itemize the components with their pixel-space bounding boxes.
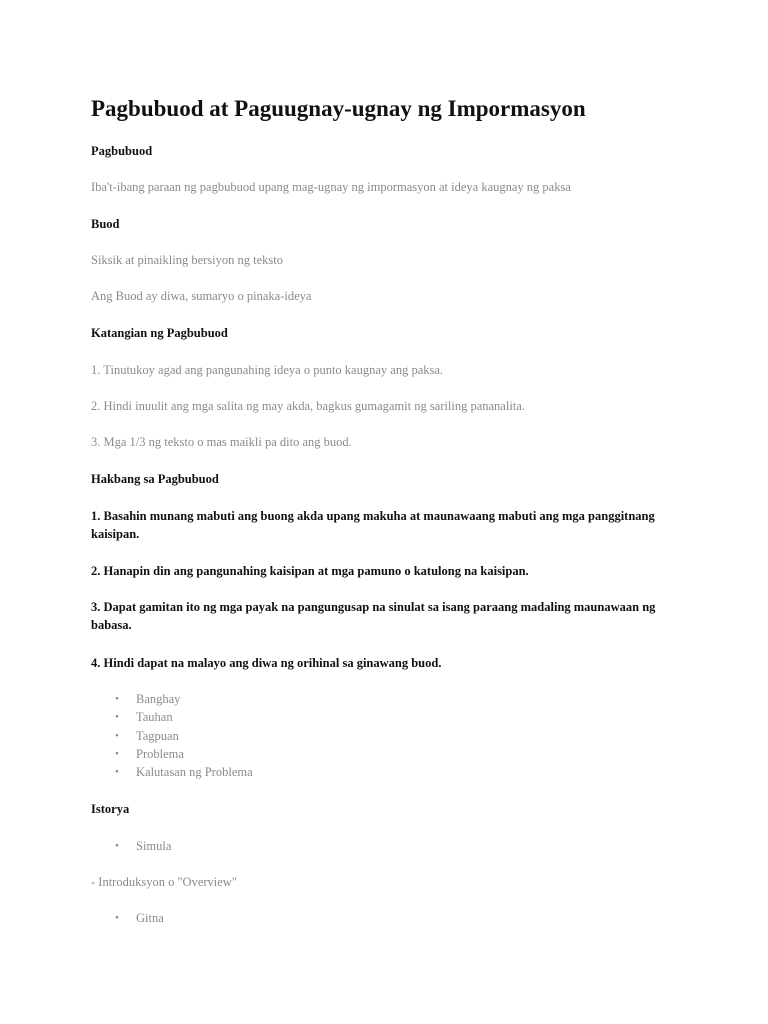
- list-item: • Problema: [91, 745, 253, 763]
- heading-buod: Buod: [91, 217, 120, 231]
- list-item: • Gitna: [91, 909, 164, 927]
- bullet-icon: •: [115, 693, 119, 705]
- hakbang-item-1: 1. Basahin munang mabuti ang buong akda upang makuha at maunawaang mabuti ang mga panggitnang kaisipan.: [91, 509, 655, 541]
- hakbang-item-2: 2. Hanapin din ang pangunahing kaisipan at mga pamuno o katulong na kaisipan.: [91, 564, 529, 578]
- istorya-list-1: [91, 837, 171, 855]
- katangian-item-2: 2. Hindi inuulit ang mga salita ng may akda, bagkus gumagamit ng sariling pananalita.: [91, 399, 525, 413]
- hakbang-item-4: 4. Hindi dapat na malayo ang diwa ng orihinal sa ginawang buod.: [91, 656, 442, 670]
- heading-hakbang: Hakbang sa Pagbubuod: [91, 472, 219, 486]
- paragraph-pagbubuod-desc: Iba't-ibang paraan ng pagbubuod upang mag-ugnay ng impormasyon at ideya kaugnay ng paksa: [91, 180, 571, 194]
- bullet-icon: •: [115, 912, 119, 924]
- katangian-item-3: 3. Mga 1/3 ng teksto o mas maikli pa dito ang buod.: [91, 435, 352, 449]
- katangian-item-1: 1. Tinutukoy agad ang pangunahing ideya o punto kaugnay ang paksa.: [91, 363, 444, 377]
- story-elements-list: [91, 690, 253, 781]
- page-title: Pagbubuod at Paguugnay-ugnay ng Impormasyon: [91, 96, 586, 121]
- bullet-icon: •: [115, 747, 119, 760]
- paragraph-buod-desc1: Siksik at pinaikling bersiyon ng teksto: [91, 253, 284, 267]
- istorya-list-2: [91, 909, 164, 927]
- bullet-icon: •: [115, 729, 119, 742]
- paragraph-introduksyon: - Introduksyon o "Overview": [91, 875, 237, 889]
- list-item: • Tagpuan: [91, 727, 253, 745]
- bullet-icon: •: [115, 711, 119, 724]
- bullet-icon: •: [115, 766, 119, 779]
- bullet-icon: •: [115, 840, 119, 852]
- heading-istorya: Istorya: [91, 802, 130, 816]
- heading-katangian: Katangian ng Pagbubuod: [91, 326, 228, 340]
- list-item: • Kalutasan ng Problema: [91, 763, 253, 781]
- hakbang-item-3: 3. Dapat gamitan ito ng mga payak na pangungusap na sinulat sa isang paraang madaling maunawaan ng babasa.: [91, 600, 656, 632]
- list-item: • Simula: [91, 837, 171, 855]
- list-item: • Banghay: [91, 690, 253, 708]
- paragraph-buod-desc2: Ang Buod ay diwa, sumaryo o pinaka-ideya: [91, 289, 312, 303]
- heading-pagbubuod: Pagbubuod: [91, 144, 153, 158]
- list-item: • Tauhan: [91, 708, 253, 726]
